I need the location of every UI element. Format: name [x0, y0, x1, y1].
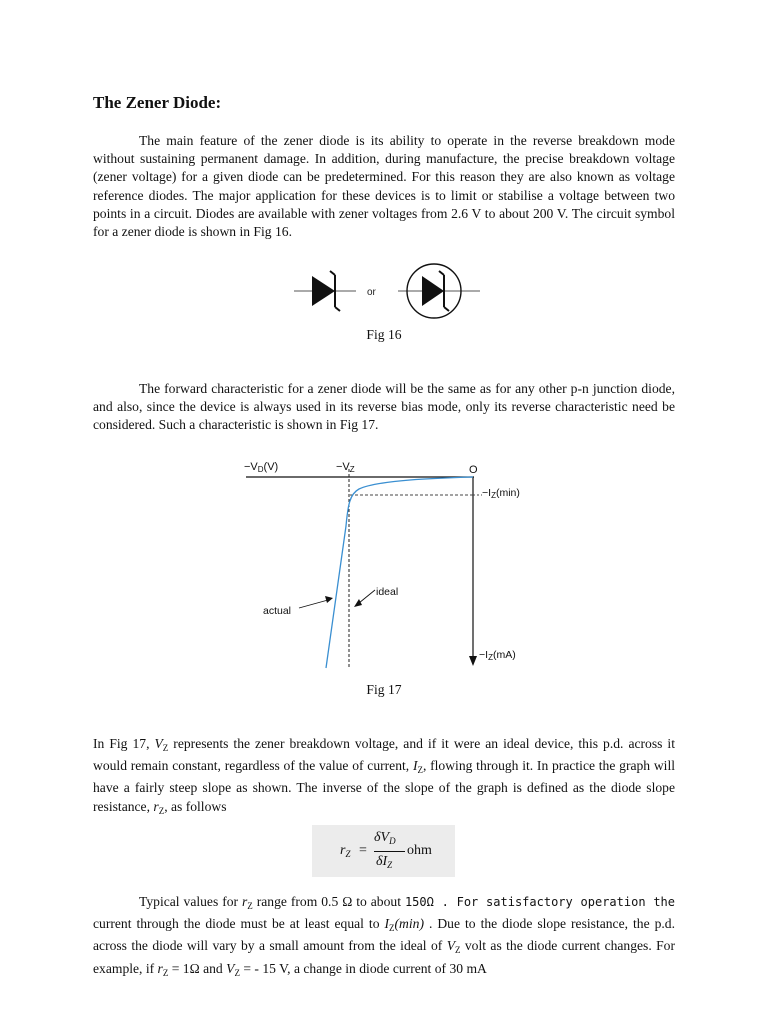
paragraph-slope-resistance: In Fig 17, $V_Z$ represents the zener breakdown voltage, and if it were an ideal device, this p.d. across it would remain constant, regardless of the value of current, $I_Z$, flowing through it. In practice the graph will have a fairly steep slope as shown. The inverse of the slope of the graph is defined as the diode slope resistance, $r_Z$, as follows — [93, 736, 675, 816]
formula-equals: = — [359, 843, 367, 858]
actual-characteristic-curve — [326, 477, 473, 668]
zener-symbol-circled — [398, 264, 480, 318]
izmin-label: −IZ(min) — [482, 487, 520, 500]
paragraph-intro: The main feature of the zener diode is its ability to operate in the reverse breakdown mode without sustaining permanent damage. In addition, during manufacture, the precise breakdown voltage (zener voltage) for a given diode can be predetermined. For this reason they are also known as voltage reference diodes. The major application for these devices is to limit or stabilise a voltage between two points in a circuit. Diodes are available with zener voltages from 2.6 V to about 200 V. The circuit symbol for a zener diode is shown in Fig 16. — [93, 133, 675, 240]
formula-denominator: $\delta I_Z$ — [376, 854, 393, 870]
actual-pointer-arrow — [325, 596, 333, 603]
ideal-label: ideal — [376, 586, 399, 598]
vd-axis-label: −VD(V) — [244, 461, 279, 474]
vz-axis-label: −VZ — [336, 461, 355, 474]
formula-lhs: $r_Z$ — [340, 843, 351, 859]
izma-label: −IZ(mA) — [479, 649, 516, 662]
actual-label: actual — [263, 605, 292, 617]
fig16-caption: Fig 16 — [366, 327, 402, 342]
section-title: The Zener Diode: — [93, 93, 222, 112]
fig17-reverse-characteristic — [238, 456, 538, 678]
origin-label: O — [469, 464, 478, 476]
current-axis-arrow — [469, 656, 477, 666]
formula-numerator: $\delta V_D$ — [374, 830, 396, 846]
fig16-or-label: or — [367, 287, 376, 298]
slope-resistance-formula — [312, 825, 455, 877]
ideal-pointer-arrow — [354, 599, 362, 607]
paragraph-forward-characteristic: The forward characteristic for a zener diode will be the same as for any other p-n junction diode, and also, since the device is always used in its reverse bias mode, only its reverse characteristic need be considered. Such a characteristic is shown in Fig 17. — [93, 381, 675, 433]
fig17-caption: Fig 17 — [366, 682, 402, 697]
zener-symbol-plain — [294, 271, 356, 311]
paragraph-typical-values: Typical values for $r_Z$ range from 0.5 Ω to about 150Ω . For satisfactory operation the current through the diode must be at least equal to $I_Z(\min)$ . Due to the diode slope resistance, the p.d. across the diode will vary by a small amount from the ideal of $V_Z$ volt as the diode current changes. For example, if $r_Z = 1\Omega$ and $V_Z$ = - 15 V, a change in diode current of 30 mA — [93, 894, 676, 978]
formula-fraction-bar — [374, 851, 405, 852]
fig16-diode-symbols — [290, 262, 486, 324]
formula-unit: ohm — [407, 843, 432, 858]
